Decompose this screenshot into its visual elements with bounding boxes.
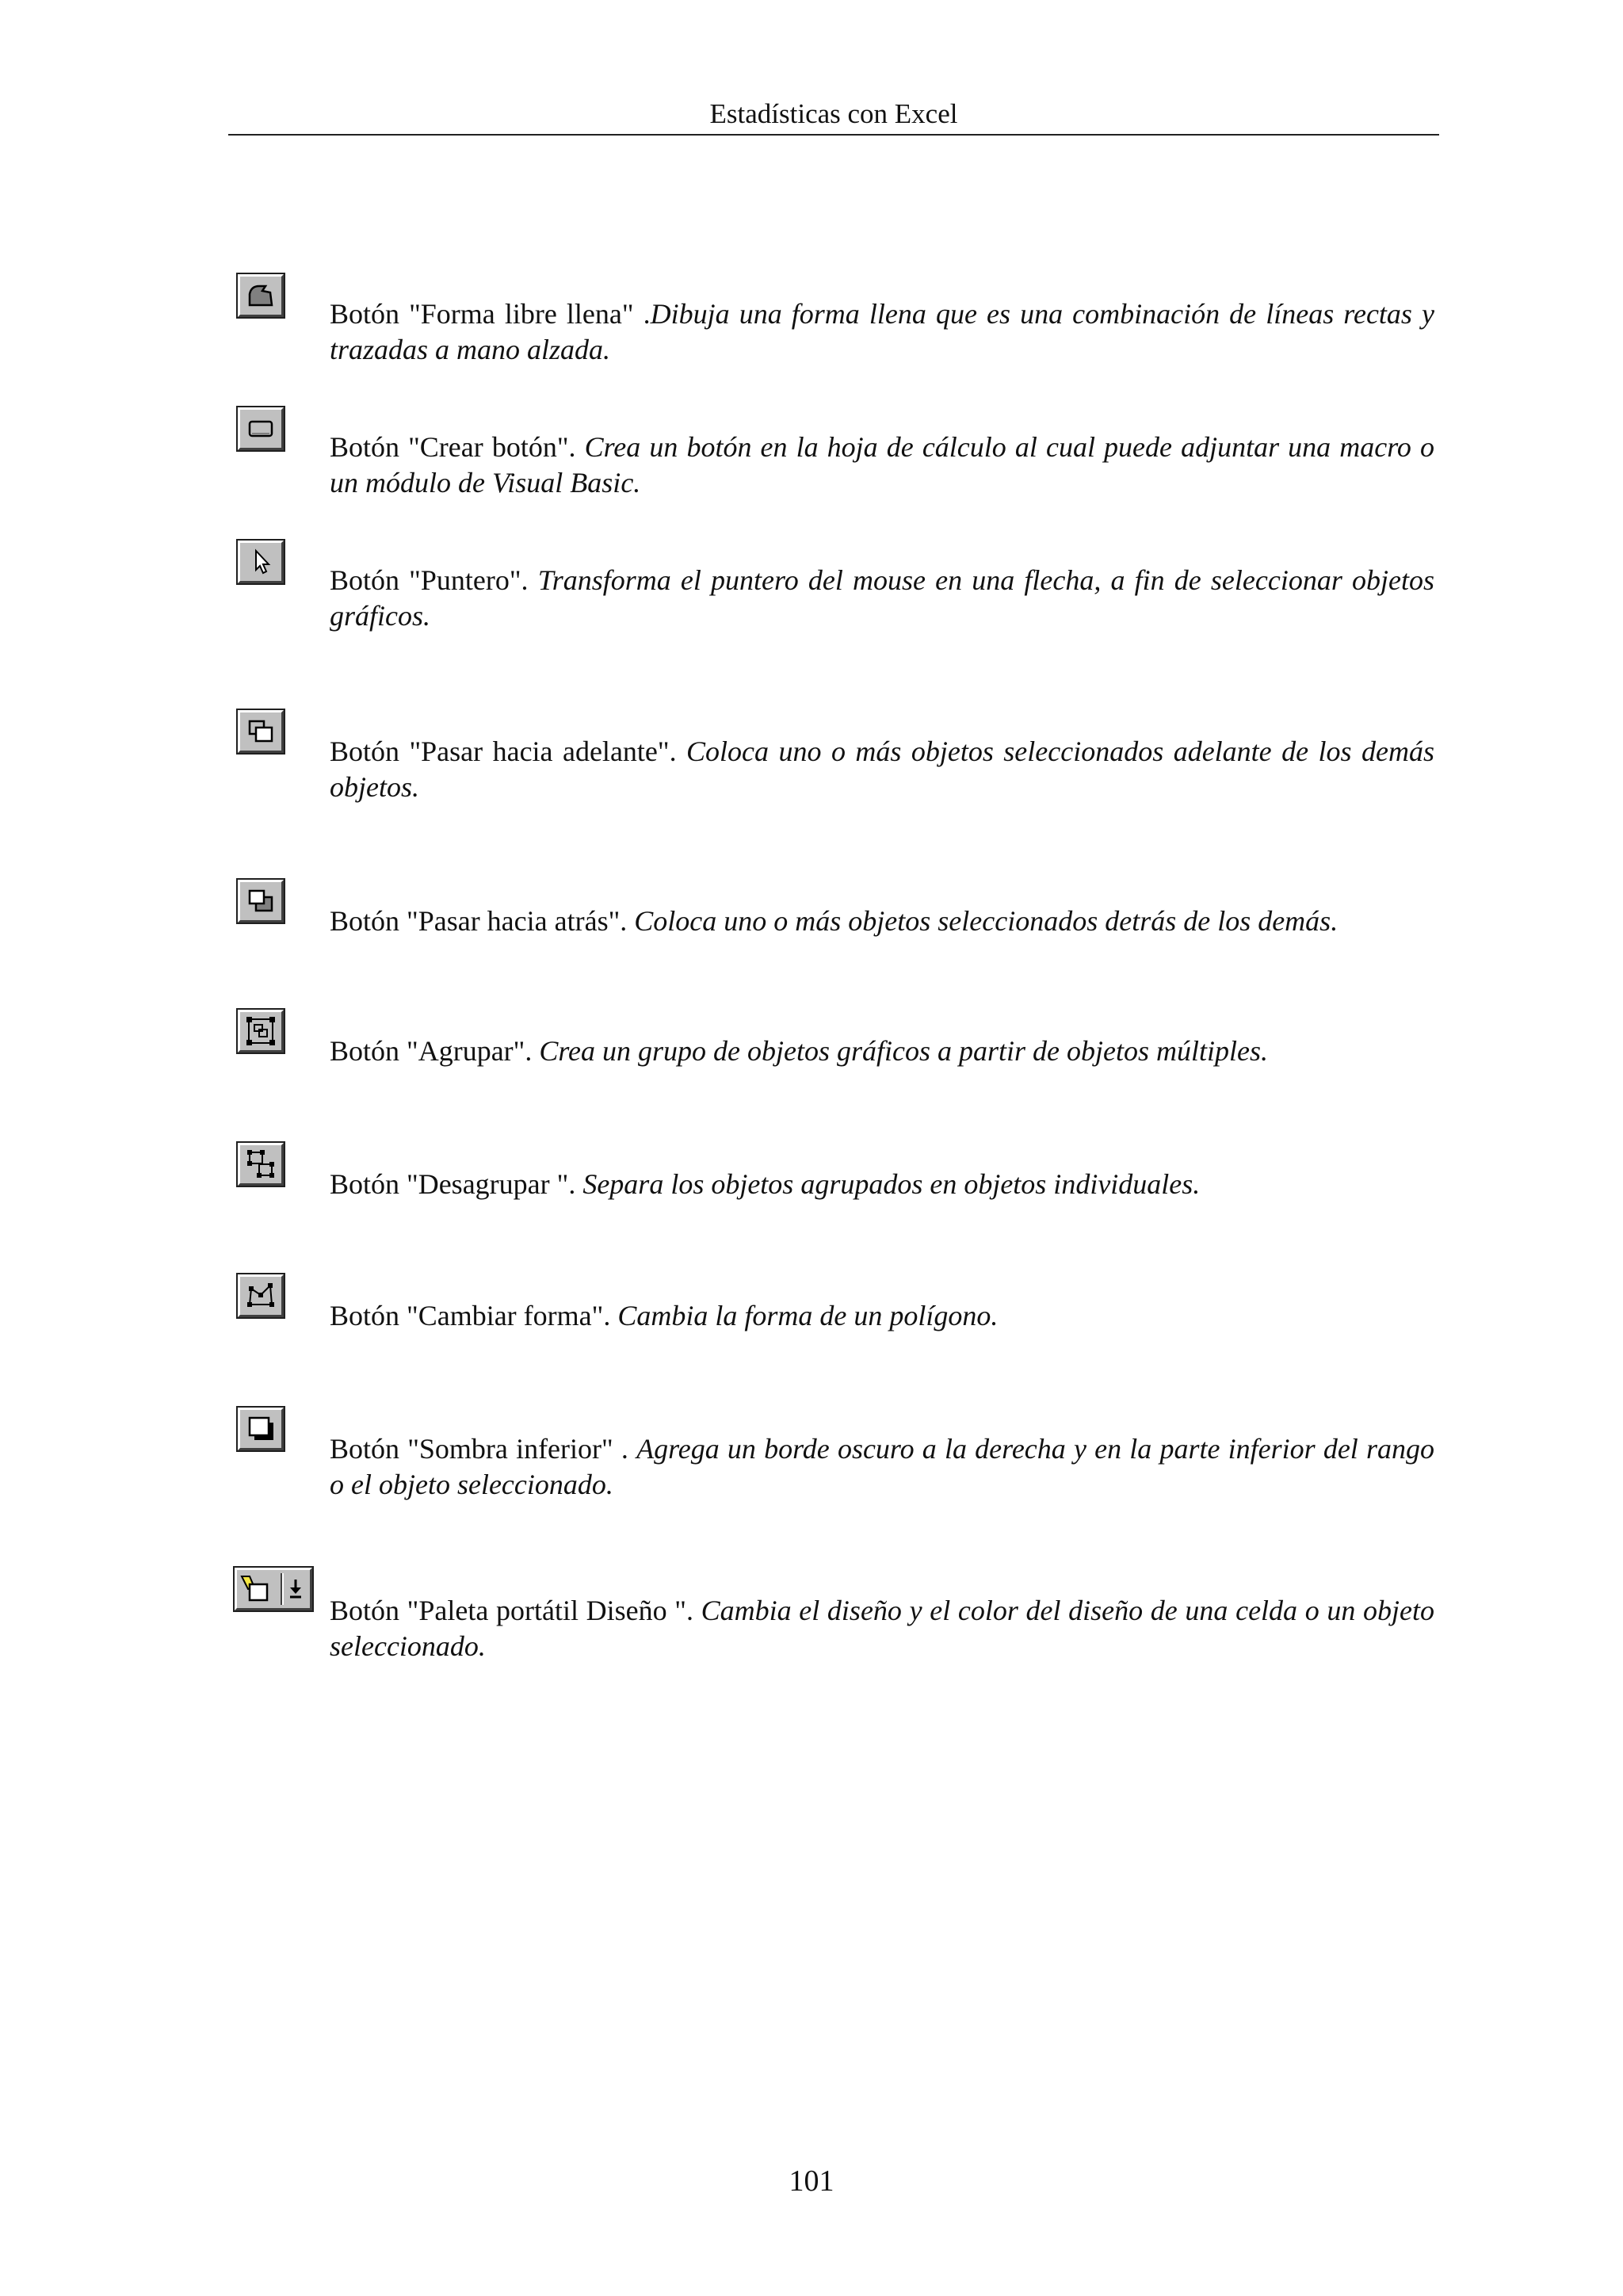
- item-text: [330, 1033, 1434, 1069]
- item-text: [330, 1298, 1434, 1334]
- create-button-icon: [245, 415, 277, 443]
- item-text: [330, 1167, 1434, 1202]
- ungroup-icon: [245, 1148, 277, 1180]
- item-label: Botón "Puntero".: [330, 564, 538, 596]
- pattern-palette-button[interactable]: [235, 1568, 312, 1610]
- send-to-back-icon: [245, 887, 277, 915]
- item-description: Crea un grupo de objetos gráficos a partir de objetos múltiples.: [539, 1035, 1268, 1067]
- item-label: Botón "Agrupar".: [330, 1035, 540, 1067]
- item-text: [330, 430, 1434, 501]
- item-text: [330, 296, 1434, 368]
- item-description: Dibuja una forma llena que es una combinación de líneas rectas y trazadas a mano alzada.: [330, 298, 1435, 365]
- send-to-back-button[interactable]: [238, 880, 284, 923]
- create-button-button[interactable]: [238, 407, 284, 450]
- item-text: [330, 734, 1434, 805]
- reshape-icon: [245, 1281, 277, 1311]
- item-description: Agrega un borde oscuro a la derecha y en la parte inferior del rango o el objeto seleccionado.: [330, 1433, 1435, 1500]
- running-header: Estadísticas con Excel: [709, 98, 958, 129]
- item-label: Botón "Forma libre llena" .: [330, 298, 651, 330]
- item-description: Cambia el diseño y el color del diseño de una celda o un objeto seleccionado.: [330, 1595, 1435, 1662]
- header-rule: [228, 134, 1439, 136]
- item-text: [330, 904, 1434, 939]
- pattern-palette-icon: [237, 1572, 310, 1606]
- group-icon: [245, 1015, 277, 1047]
- item-label: Botón "Pasar hacia atrás".: [330, 905, 635, 937]
- reshape-button[interactable]: [238, 1274, 284, 1317]
- item-description: Transforma el puntero del mouse en una flecha, a fin de seleccionar objetos gráficos.: [330, 564, 1434, 632]
- drop-shadow-icon: [245, 1414, 277, 1444]
- bring-to-front-icon: [245, 717, 277, 746]
- item-description: Separa los objetos agrupados en objetos individuales.: [582, 1168, 1201, 1200]
- item-label: Botón "Crear botón".: [330, 431, 585, 463]
- item-label: Botón "Desagrupar ".: [330, 1168, 583, 1200]
- item-description: Coloca uno o más objetos seleccionados adelante de los demás objetos.: [330, 735, 1434, 803]
- item-text: [330, 1431, 1434, 1503]
- item-text: [330, 563, 1434, 634]
- page-number: 101: [789, 2164, 834, 2198]
- pointer-button[interactable]: [238, 541, 284, 583]
- group-button[interactable]: [238, 1010, 284, 1052]
- item-label: Botón "Paleta portátil Diseño ".: [330, 1595, 701, 1626]
- item-label: Botón "Sombra inferior" .: [330, 1433, 637, 1465]
- drop-shadow-button[interactable]: [238, 1408, 284, 1450]
- item-description: Coloca uno o más objetos seleccionados detrás de los demás.: [634, 905, 1338, 937]
- item-description: Crea un botón en la hoja de cálculo al cual puede adjuntar una macro o un módulo de Visual Basic.: [330, 431, 1434, 499]
- pointer-icon: [245, 548, 277, 576]
- item-text: [330, 1593, 1434, 1664]
- freeform-filled-button[interactable]: [238, 274, 284, 317]
- ungroup-button[interactable]: [238, 1143, 284, 1186]
- item-label: Botón "Pasar hacia adelante".: [330, 735, 687, 767]
- item-label: Botón "Cambiar forma".: [330, 1300, 618, 1331]
- freeform-filled-icon: [245, 281, 277, 310]
- item-description: Cambia la forma de un polígono.: [617, 1300, 999, 1331]
- bring-to-front-button[interactable]: [238, 710, 284, 753]
